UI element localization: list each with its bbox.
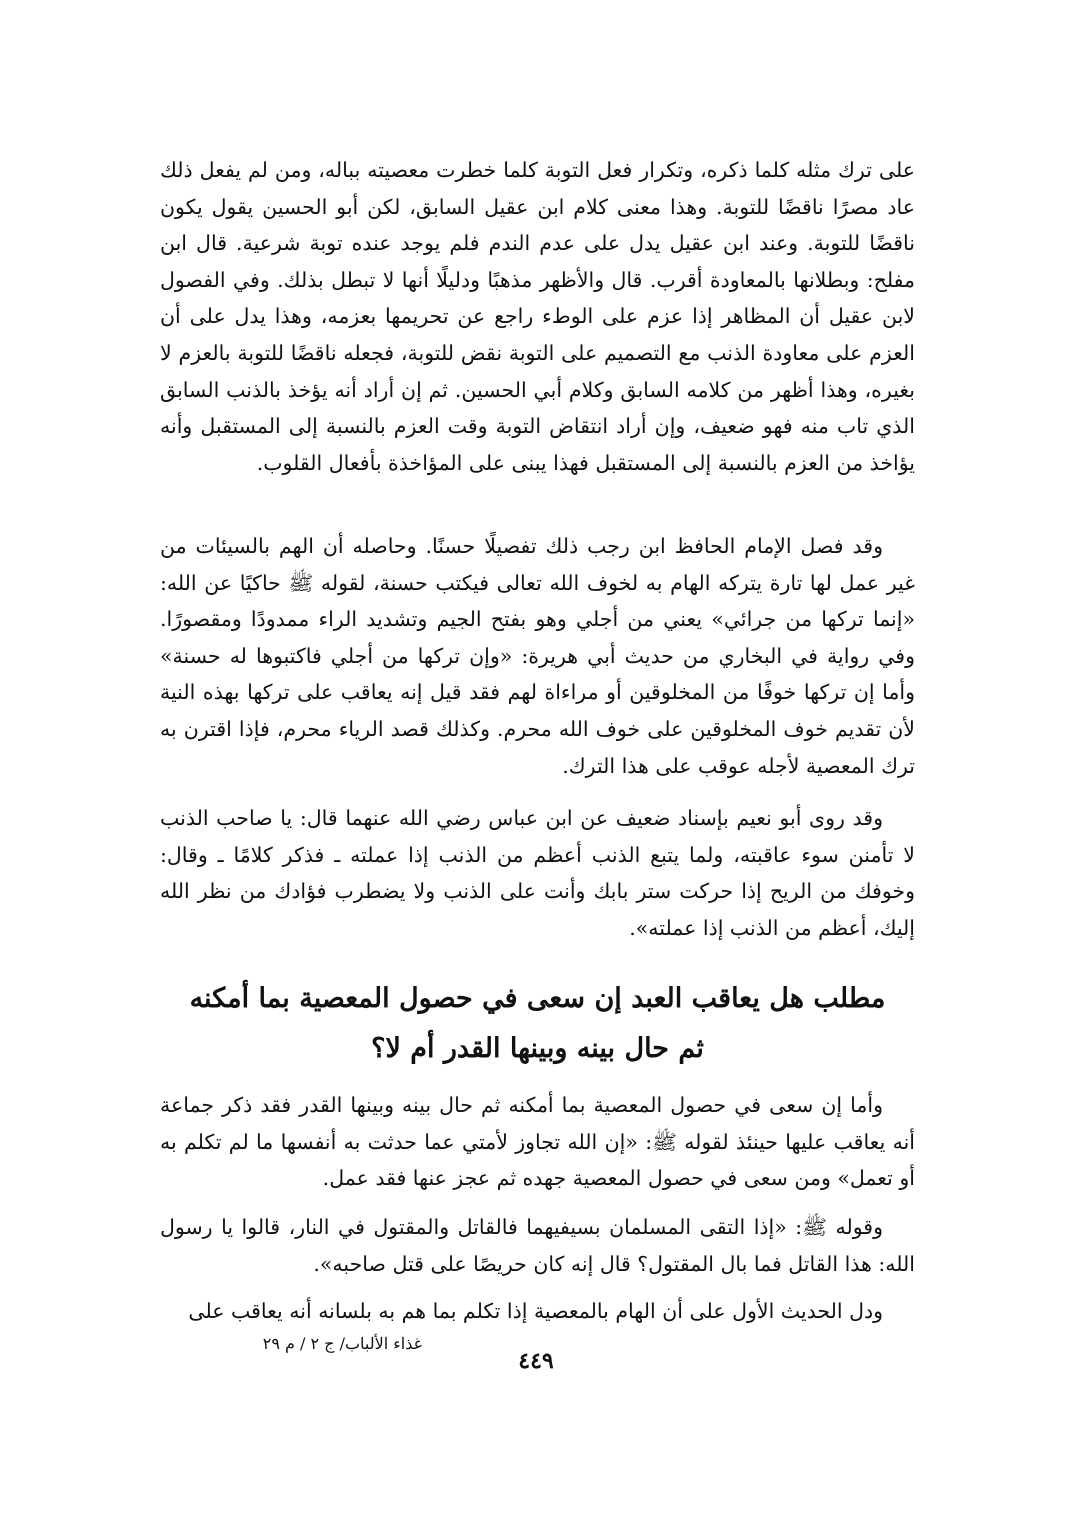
paragraph-text: وقوله ﷺ: «إذا التقى المسلمان بسيفيهما فالقاتل والمقتول في النار، قالوا يا رسول الله: هذا القاتل فما بال المقتول؟ قال إنه كان حريصًا على قتل صاحبه». xyxy=(160,1215,915,1276)
paragraph-text: وقد فصل الإمام الحافظ ابن رجب ذلك تفصيلًا حسنًا. وحاصله أن الهم بالسيئات من غير عمل لها تارة يتركه الهام به لخوف الله تعالى فيكتب حسنة، لقوله ﷺ حاكيًا عن الله: «إنما تركها من جرائي» يعني من أجلي وهو بفتح الجيم وتشديد الراء ممدودًا ومقصورًا. وفي رواية في البخاري من حديث أبي هريرة: «وإن تركها من أجلي فاكتبوها له حسنة» وأما إن تركها خوفًا من المخلوقين أو مراءاة لهم فقد قيل إنه يعاقب على تركها بهذه النية لأن تقديم خوف المخلوقين على خوف الله محرم. وكذلك قصد الرياء محرم، فإذا اقترن به ترك المعصية لأجله عوقب على هذا الترك. xyxy=(160,534,915,778)
paragraph-hadith xyxy=(160,1209,915,1282)
paragraph-ibn-rajab xyxy=(160,528,915,784)
paragraph-continuation xyxy=(160,152,915,481)
paragraph-section-intro xyxy=(160,1087,915,1197)
section-heading-line-1: مطلب هل يعاقب العبد إن سعى في حصول المعصية بما أمكنه xyxy=(189,983,886,1014)
paragraph-text: على ترك مثله كلما ذكره، وتكرار فعل التوبة كلما خطرت معصيته بباله، ومن لم يفعل ذلك عاد مصرًا ناقضًا للتوبة. وهذا معنى كلام ابن عقيل السابق، لكن أبو الحسين يقول يكون ناقضًا للتوبة. وعند ابن عقيل يدل على عدم الندم فلم يوجد عنده توبة شرعية. قال ابن مفلح: وبطلانها بالمعاودة أقرب. قال والأظهر مذهبًا ودليلًا أنها لا تبطل بذلك. وفي الفصول لابن عقيل أن المظاهر إذا عزم على الوطء راجع عن تحريمها بعزمه، وهذا يدل على أن العزم على معاودة الذنب مع التصميم على التوبة نقض للتوبة، فجعله ناقضًا للتوبة بالعزم لا بغيره، وهذا أظهر من كلامه السابق وكلام أبي الحسين. ثم إن أراد أنه يؤخذ بالذنب السابق الذي تاب منه فهو ضعيف، وإن أراد انتقاض التوبة وقت العزم بالنسبة إلى المستقبل وأنه يؤاخذ من العزم بالنسبة إلى المستقبل فهذا يبنى على المؤاخذة بأفعال القلوب. xyxy=(160,158,915,475)
paragraph-text: ودل الحديث الأول على أن الهام بالمعصية إذا تكلم بما هم به بلسانه أنه يعاقب على xyxy=(188,1299,883,1323)
paragraph-text: وأما إن سعى في حصول المعصية بما أمكنه ثم حال بينه وبينها القدر فقد ذكر جماعة أنه يعاقب عليها حينئذ لقوله ﷺ: «إن الله تجاوز لأمتي عما حدثت به أنفسها ما لم تكلم به أو تعمل» ومن سعى في حصول المعصية جهده ثم عجز عنها فقد عمل. xyxy=(160,1093,916,1191)
paragraph-abu-nuaym xyxy=(160,800,915,946)
paragraph-text: وقد روى أبو نعيم بإسناد ضعيف عن ابن عباس رضي الله عنهما قال: يا صاحب الذنب لا تأمنن سوء عاقبته، ولما يتبع الذنب أعظم من الذنب إذا عملته ـ فذكر كلامًا ـ وقال: وخوفك من الريح إذا حركت ستر بابك وأنت على الذنب ولا يضطرب فؤادك من نظر الله إليك، أعظم من الذنب إذا عملته». xyxy=(160,806,915,940)
page-number: ٤٤٩ xyxy=(518,1348,554,1374)
footer-book-reference: غذاء الألباب/ ج ٢ / م ٢٩ xyxy=(262,1334,422,1353)
paragraph-final xyxy=(160,1293,915,1330)
section-heading-line-2: ثم حال بينه وبينها القدر أم لا؟ xyxy=(371,1033,704,1064)
